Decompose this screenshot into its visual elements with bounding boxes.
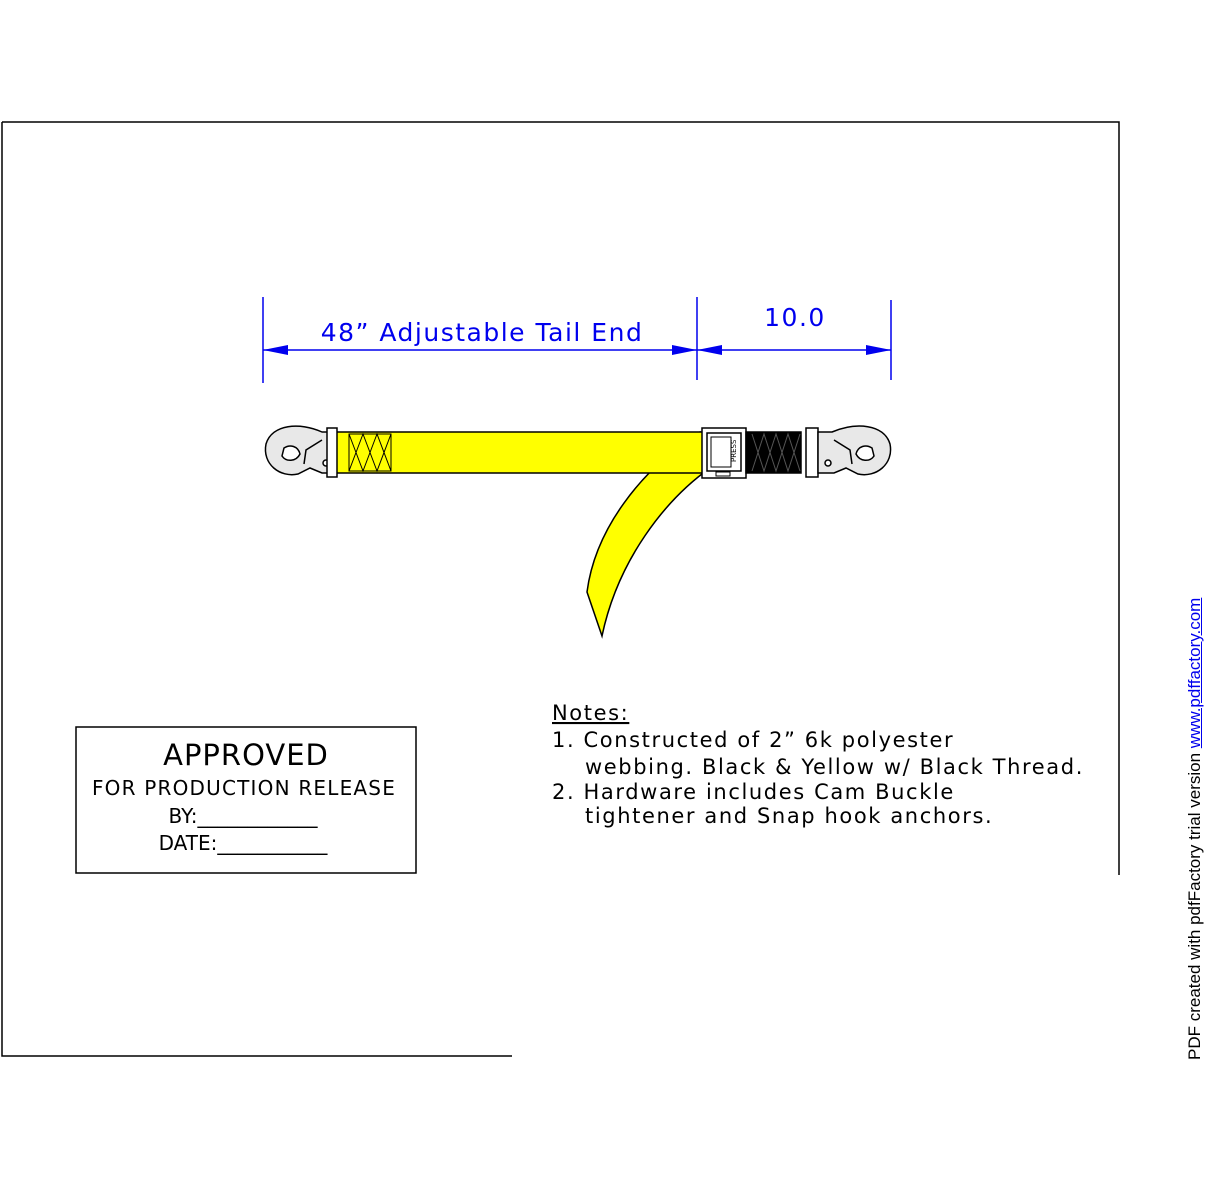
arrowhead-icon xyxy=(866,345,891,355)
buckle-press-label: PRESS xyxy=(730,439,738,462)
snap-hook-left-icon xyxy=(265,426,337,477)
sheet-border xyxy=(2,122,1119,1056)
black-webbing xyxy=(746,432,801,473)
notes-heading: Notes: xyxy=(552,701,630,725)
approval-by-field: BY:____________ xyxy=(168,804,318,828)
watermark-text: PDF created with pdfFactory trial version xyxy=(1185,752,1204,1060)
note-2-line-1: 2. Hardware includes Cam Buckle xyxy=(552,780,955,804)
cam-buckle xyxy=(702,428,746,478)
approval-date-field: DATE:___________ xyxy=(158,831,328,855)
note-1-line-2: webbing. Black & Yellow w/ Black Thread. xyxy=(585,755,1084,779)
watermark-link[interactable]: www.pdffactory.com xyxy=(1185,597,1204,749)
arrowhead-icon xyxy=(697,345,722,355)
approval-title: APPROVED xyxy=(163,738,329,772)
snap-hook-right-icon xyxy=(806,426,891,477)
note-1-line-1: 1. Constructed of 2” 6k polyester xyxy=(552,728,955,752)
approval-subtitle: FOR PRODUCTION RELEASE xyxy=(91,776,397,800)
arrowhead-icon xyxy=(672,345,697,355)
arrowhead-icon xyxy=(263,345,288,355)
pdf-watermark xyxy=(1185,598,1205,1060)
tail-end-dimension-label: 48” Adjustable Tail End xyxy=(320,318,644,347)
note-2-line-2: tightener and Snap hook anchors. xyxy=(585,804,994,828)
buckle-span-dimension-label: 10.0 xyxy=(764,303,826,332)
